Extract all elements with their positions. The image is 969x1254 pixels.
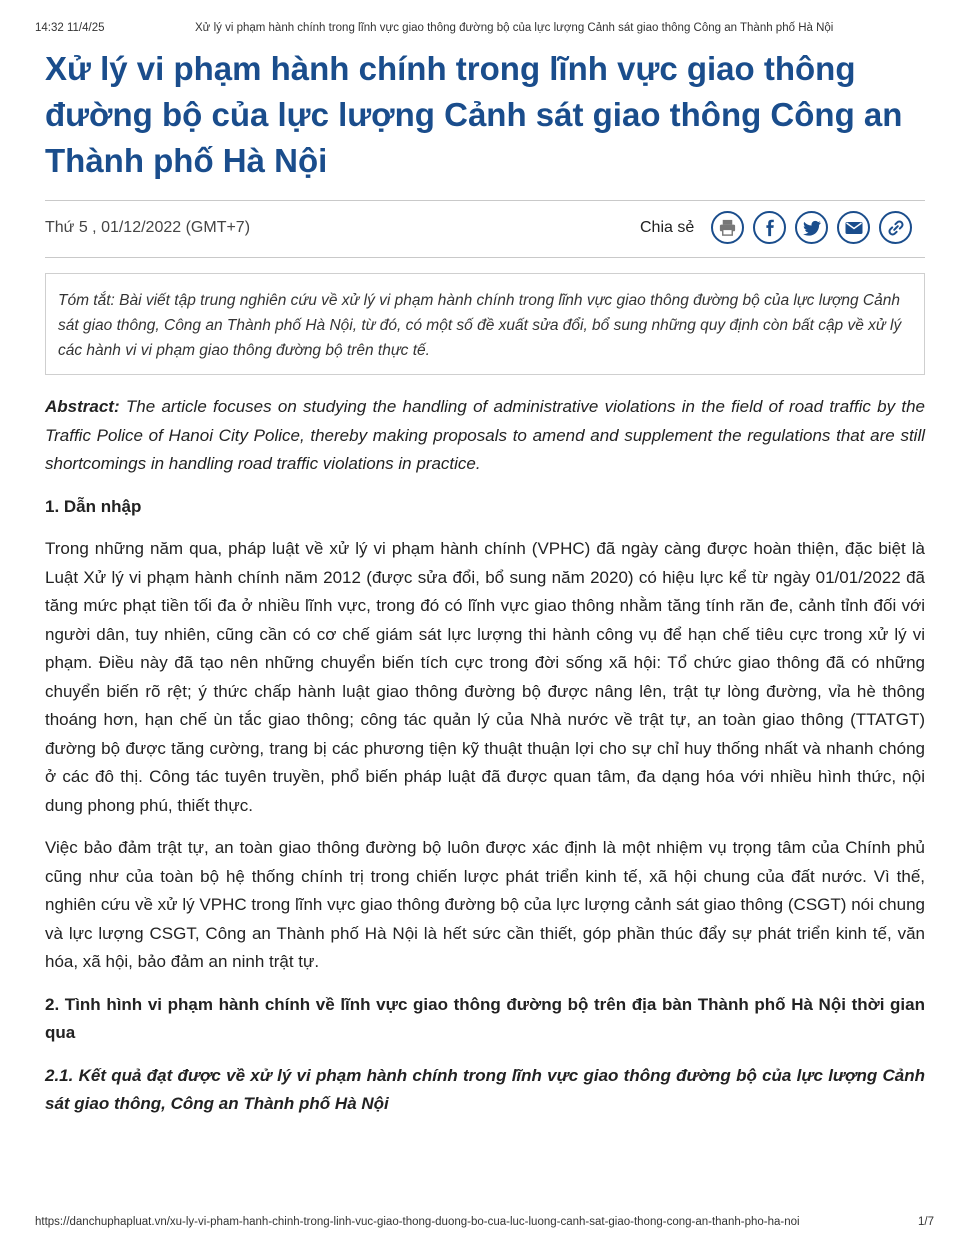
page-number: 1/7 bbox=[918, 1216, 934, 1228]
article-title: Xử lý vi phạm hành chính trong lĩnh vực giao thông đường bộ của lực lượng Cảnh sát giao thông Công an Thành phố Hà Nội bbox=[45, 50, 903, 179]
publish-date: Thứ 5 , 01/12/2022 (GMT+7) bbox=[45, 219, 251, 236]
article-meta bbox=[45, 200, 925, 258]
abstract-paragraph bbox=[45, 393, 925, 479]
page-url[interactable]: https://danchuphapluat.vn/xu-ly-vi-pham-hanh-chinh-trong-linh-vuc-giao-thong-duong-bo-cua-luc-luong-canh-sat-giao-thong-cong-an-thanh-pho-ha-noi bbox=[35, 1216, 800, 1228]
share-label: Chia sẻ bbox=[640, 219, 695, 236]
section-1-paragraph-1: Trong những năm qua, pháp luật về xử lý vi phạm hành chính (VPHC) đã ngày càng được hoàn thiện, đặc biệt là Luật Xử lý vi phạm hành chính năm 2012 (được sửa đổi, bổ sung năm 2020) có hiệu lực kể từ ngày 01/01/2022 đã tăng mức phạt tiền tối đa ở nhiều lĩnh vực, trong đó có lĩnh vực giao thông nhằm tăng tính răn đe, cảnh tỉnh đối với người dân, tuy nhiên, cũng cần có cơ chế giám sát lực lượng thi hành công vụ để hạn chế tiêu cực trong xử lý vi phạm. Điều này đã tạo nên những chuyển biến tích cực trong đời sống xã hội: Tổ chức giao thông đã có những chuyển biến rõ rệt; ý thức chấp hành luật giao thông đường bộ được nâng lên, trật tự lòng đường, vỉa hè thông thoáng hơn, hạn chế ùn tắc giao thông; công tác quản lý của Nhà nước về trật tự, an toàn giao thông (TTATGT) đường bộ được tăng cường, trang bị các phương tiện kỹ thuật thuận lợi cho sự chỉ huy thống nhất và nhanh chóng ở các đô thị. Công tác tuyên truyền, phổ biến pháp luật đã được quan tâm, đa dạng hóa với nhiều hình thức, nội dung phong phú, thiết thực. bbox=[45, 539, 925, 815]
link-icon[interactable] bbox=[879, 211, 912, 244]
print-page-title: Xử lý vi phạm hành chính trong lĩnh vực giao thông đường bộ của lực lượng Cảnh sát giao thông Công an Thành phố Hà Nội bbox=[195, 22, 834, 34]
abstract-label: Abstract: bbox=[45, 397, 120, 416]
email-icon[interactable] bbox=[837, 211, 870, 244]
print-timestamp: 14:32 11/4/25 bbox=[35, 22, 105, 34]
section-1-paragraph-2: Việc bảo đảm trật tự, an toàn giao thông đường bộ luôn được xác định là một nhiệm vụ trọng tâm của Chính phủ cũng như của toàn bộ hệ thống chính trị trong chiến lược phát triển kinh tế, xã hội chung của đất nước. Vì thế, nghiên cứu về xử lý VPHC trong lĩnh vực giao thông đường bộ của lực lượng cảnh sát giao thông (CSGT) nói chung và lực lượng CSGT, Công an Thành phố Hà Nội là hết sức cần thiết, góp phần thúc đẩy sự phát triển kinh tế, văn hóa, xã hội, bảo đảm an ninh trật tự. bbox=[45, 838, 925, 971]
section-1-heading: 1. Dẫn nhập bbox=[45, 496, 142, 516]
abstract-text: The article focuses on studying the handling of administrative violations in the field of road traffic by the Traffic Police of Hanoi City Police, thereby making proposals to amend and supplement the regulations that are still shortcomings in handling road traffic violations in practice. bbox=[45, 397, 925, 473]
article-summary: Tóm tắt: Bài viết tập trung nghiên cứu về xử lý vi phạm hành chính trong lĩnh vực giao thông đường bộ của lực lượng Cảnh sát giao thông, Công an Thành phố Hà Nội, từ đó, có một số đề xuất sửa đổi, bổ sung những quy định còn bất cập về xử lý các hành vi vi phạm giao thông đường bộ trên thực tế. bbox=[45, 273, 925, 375]
print-icon[interactable] bbox=[711, 211, 744, 244]
section-2-1-heading: 2.1. Kết quả đạt được về xử lý vi phạm hành chính trong lĩnh vực giao thông đường bộ của lực lượng Cảnh sát giao thông, Công an Thành phố Hà Nội bbox=[45, 1065, 925, 1113]
facebook-icon[interactable] bbox=[753, 211, 786, 244]
twitter-icon[interactable] bbox=[795, 211, 828, 244]
share-buttons bbox=[711, 211, 912, 244]
article-body bbox=[45, 393, 925, 1133]
section-2-heading: 2. Tình hình vi phạm hành chính về lĩnh vực giao thông đường bộ trên địa bàn Thành phố Hà Nội thời gian qua bbox=[45, 994, 925, 1042]
